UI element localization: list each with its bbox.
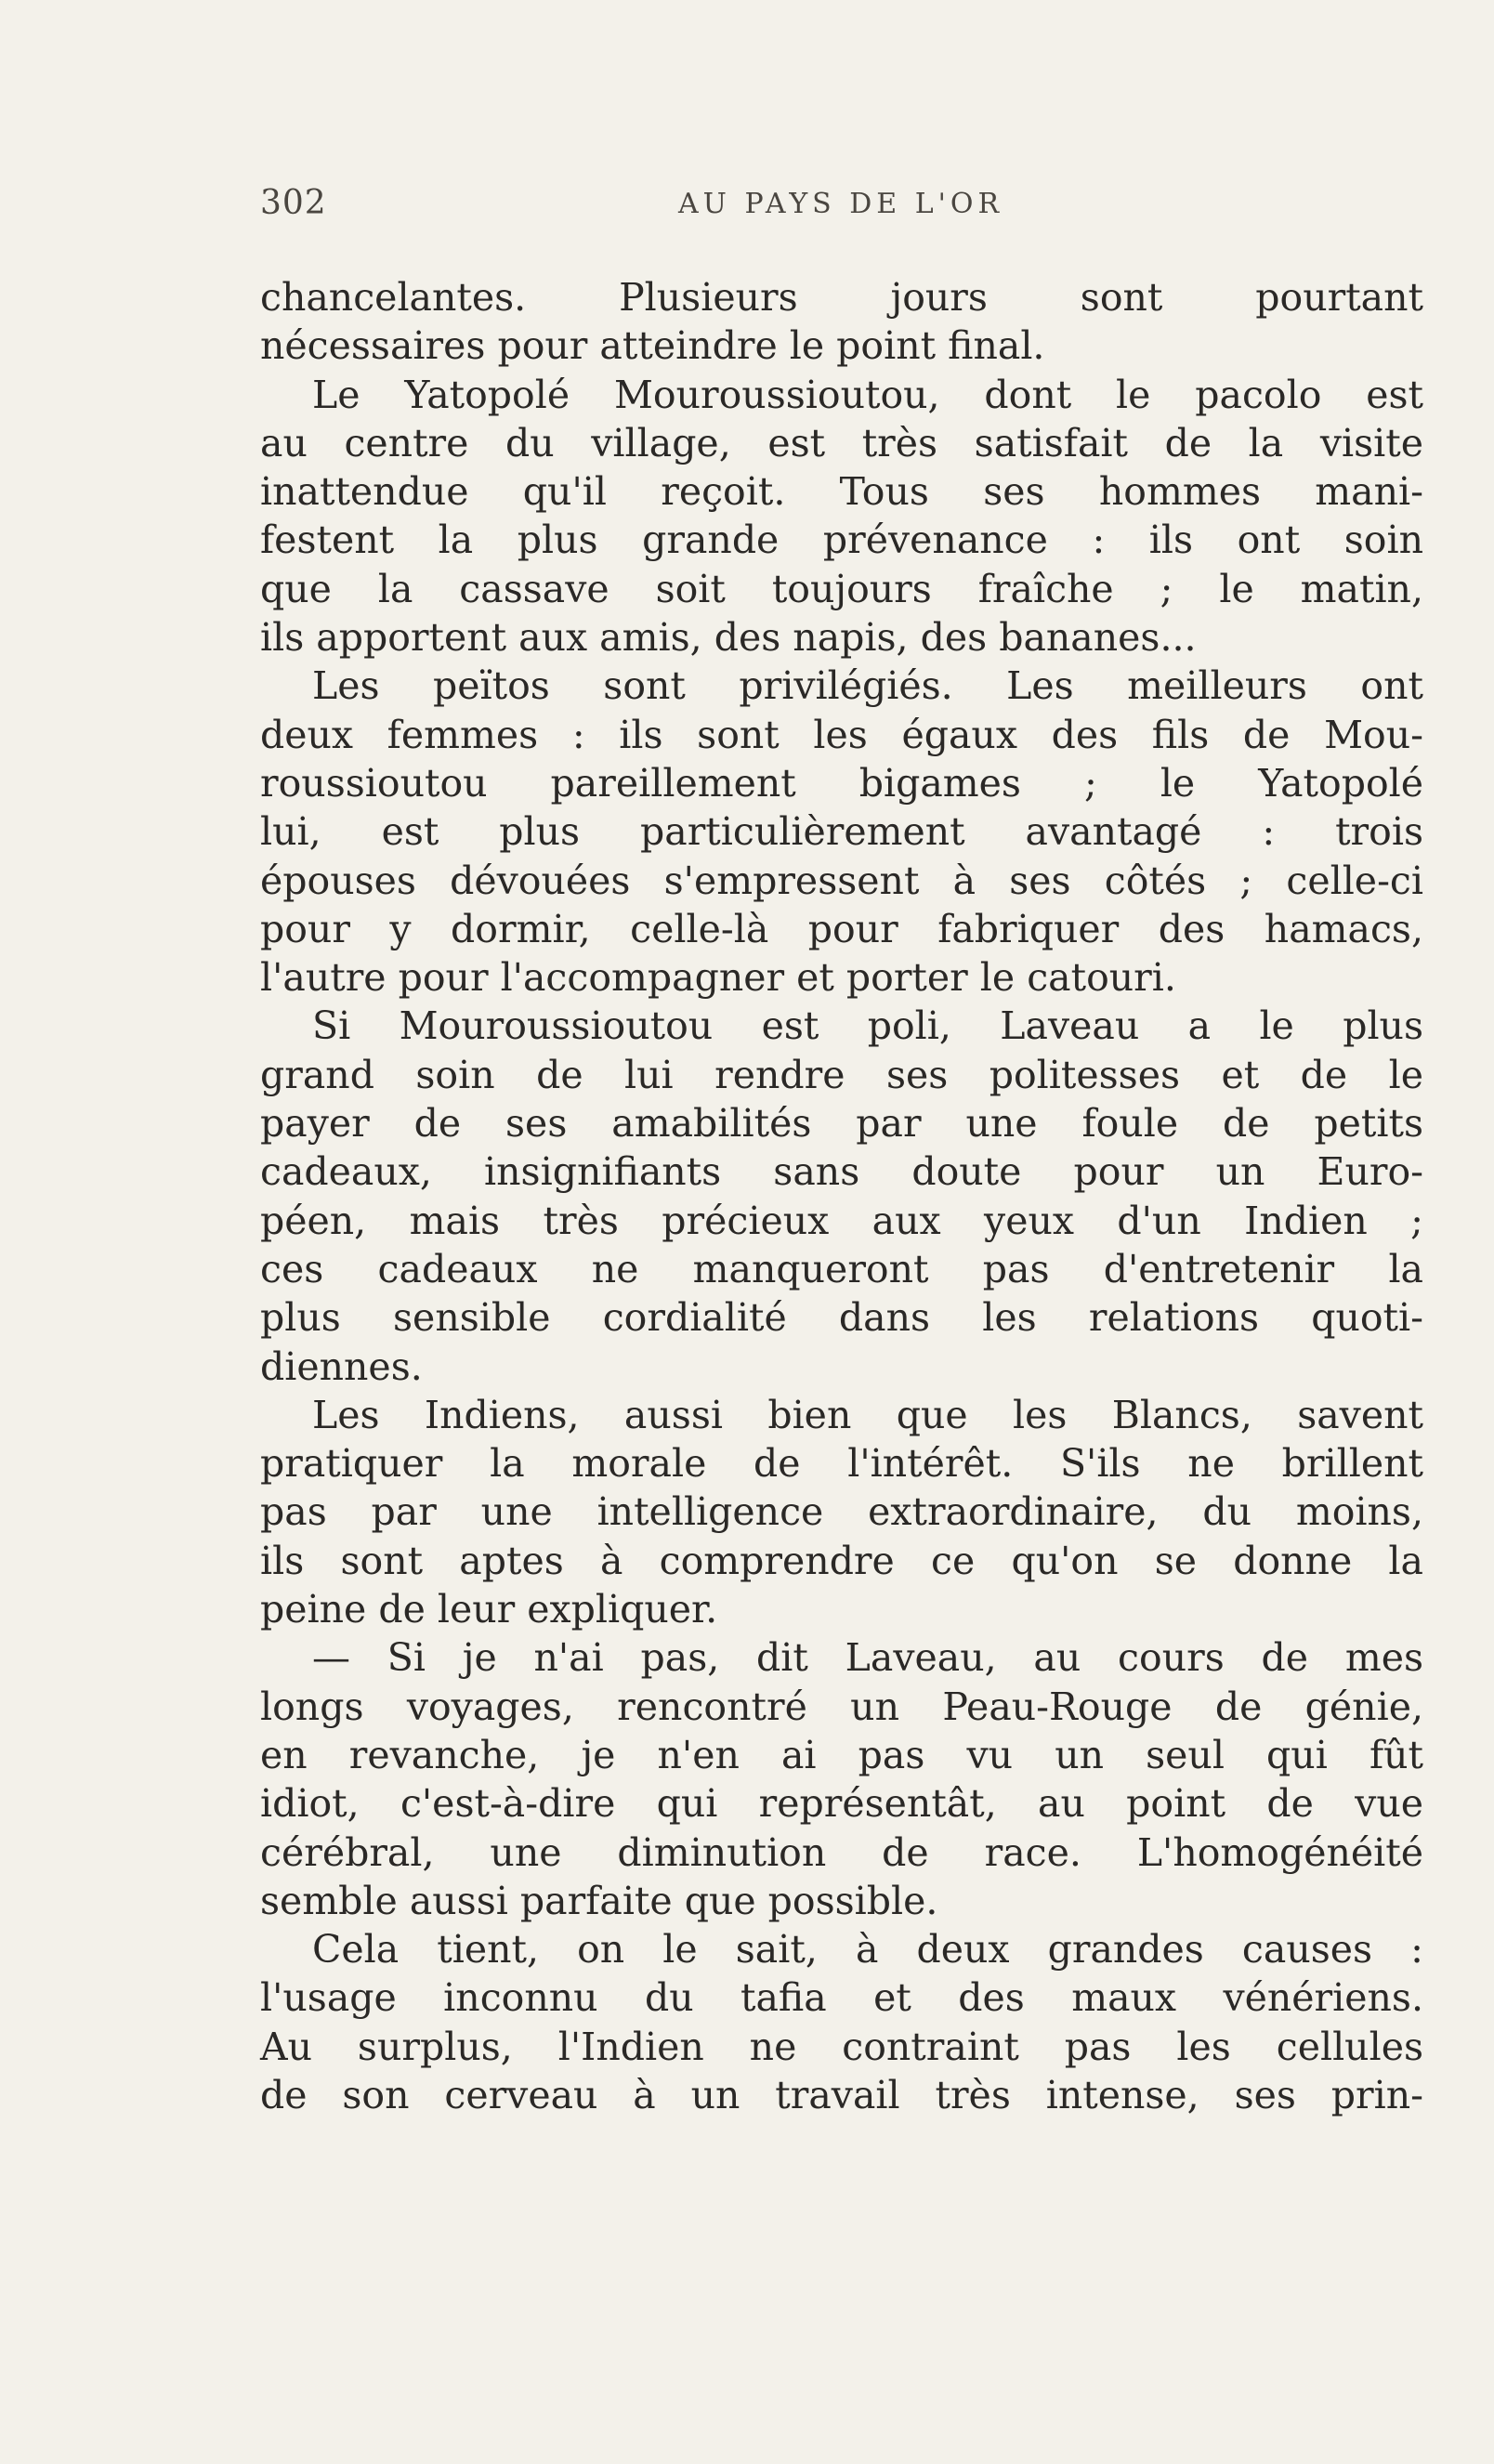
text-line: en revanche, je n'en ai pas vu un seul qui fût (260, 1732, 1423, 1777)
text-line: ces cadeaux ne manqueront pas d'entretenir la (260, 1246, 1423, 1291)
text-line: longs voyages, rencontré un Peau-Rouge de génie, (260, 1684, 1423, 1729)
text-line: Les Indiens, aussi bien que les Blancs, savent (312, 1392, 1423, 1437)
text-line: Le Yatopolé Mouroussioutou, dont le pacolo est (312, 372, 1423, 417)
text-line: festent la plus grande prévenance : ils ont soin (260, 518, 1423, 563)
text-line: l'autre pour l'accompagner et porter le catouri. (260, 955, 1176, 1001)
text-line: péen, mais très précieux aux yeux d'un Indien ; (260, 1198, 1423, 1243)
text-line: chancelantes. Plusieurs jours sont pourtant (260, 275, 1423, 320)
text-line: ils sont aptes à comprendre ce qu'on se donne la (260, 1538, 1423, 1583)
text-line: Au surplus, l'Indien ne contraint pas les cellules (260, 2024, 1423, 2069)
text-line: au centre du village, est très satisfait de la visite (260, 420, 1423, 465)
text-line: de son cerveau à un travail très intense, ses prin- (260, 2072, 1423, 2117)
page-number: 302 (260, 184, 327, 222)
running-title: AU PAYS DE L'OR (678, 188, 1004, 220)
text-line: épouses dévouées s'empressent à ses côtés ; celle-ci (260, 858, 1423, 903)
text-line: semble aussi parfaite que possible. (260, 1878, 938, 1923)
text-line: inattendue qu'il reçoit. Tous ses hommes mani- (260, 469, 1423, 515)
text-line: nécessaires pour atteindre le point final. (260, 323, 1045, 369)
text-line: cérébral, une diminution de race. L'homogénéité (260, 1829, 1423, 1875)
text-line: payer de ses amabilités par une foule de petits (260, 1101, 1423, 1147)
text-line: cadeaux, insignifiants sans doute pour un Euro- (260, 1149, 1423, 1195)
text-line: idiot, c'est-à-dire qui représentât, au point de vue (260, 1781, 1423, 1827)
text-line: pour y dormir, celle-là pour fabriquer des hamacs, (260, 906, 1423, 951)
text-line: — Si je n'ai pas, dit Laveau, au cours de mes (312, 1635, 1423, 1681)
text-line: que la cassave soit toujours fraîche ; le matin, (260, 566, 1423, 611)
text-line: Les peïtos sont privilégiés. Les meilleurs ont (312, 663, 1423, 709)
text-line: pas par une intelligence extraordinaire, du moins, (260, 1489, 1423, 1535)
text-line: lui, est plus particulièrement avantagé : trois (260, 809, 1423, 855)
text-line: deux femmes : ils sont les égaux des fils de Mou- (260, 712, 1423, 757)
text-line: l'usage inconnu du tafia et des maux vénériens. (260, 1975, 1423, 2021)
page-header (260, 184, 1422, 230)
text-line: grand soin de lui rendre ses politesses et de le (260, 1052, 1423, 1097)
body-text (260, 273, 1423, 2119)
text-line: diennes. (260, 1343, 423, 1389)
text-line: peine de leur expliquer. (260, 1587, 718, 1632)
text-line: Si Mouroussioutou est poli, Laveau a le plus (312, 1003, 1423, 1049)
text-line: Cela tient, on le sait, à deux grandes causes : (312, 1927, 1423, 1973)
text-line: ils apportent aux amis, des napis, des bananes... (260, 615, 1197, 661)
text-line: pratiquer la morale de l'intérêt. S'ils ne brillent (260, 1441, 1423, 1487)
text-line: roussioutou pareillement bigames ; le Yatopolé (260, 760, 1423, 806)
text-line: plus sensible cordialité dans les relations quoti- (260, 1295, 1423, 1341)
